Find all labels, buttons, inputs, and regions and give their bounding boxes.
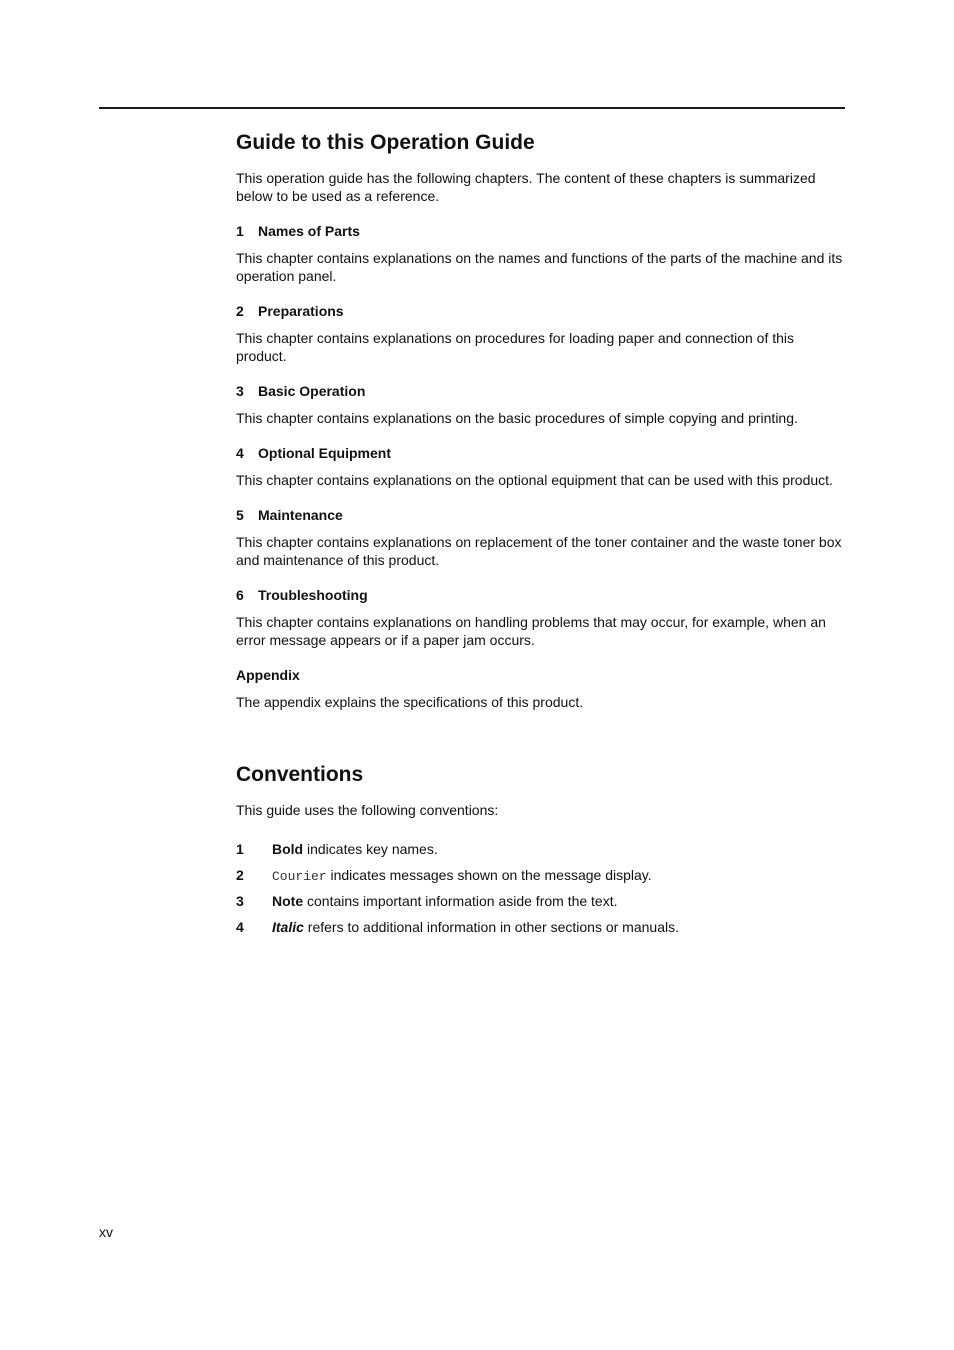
chapter-title: Basic Operation: [258, 383, 366, 399]
convention-number: 4: [236, 919, 244, 935]
chapter-number: 6: [236, 587, 244, 603]
chapter-description: This chapter contains explanations on replacement of the toner container and the waste toner box and maintenance of this product.: [236, 534, 842, 568]
chapter-number: 1: [236, 223, 244, 239]
convention-term: Bold: [272, 841, 304, 857]
guide-intro: This operation guide has the following chapters. The content of these chapters is summarized below to be used as a reference.: [236, 170, 816, 204]
conventions-list: [236, 840, 848, 936]
appendix-description: The appendix explains the specifications of this product.: [236, 694, 584, 710]
chapter-number: 2: [236, 303, 244, 319]
chapter-4: [236, 444, 848, 489]
convention-term: Italic: [272, 919, 304, 935]
chapter-description: This chapter contains explanations on the names and functions of the parts of the machine and its operation panel.: [236, 250, 843, 284]
convention-item-note: [236, 892, 848, 910]
guide-title: Guide to this Operation Guide: [236, 131, 535, 154]
convention-item-italic: [236, 918, 848, 936]
chapter-title: Optional Equipment: [258, 445, 391, 461]
conventions-intro: This guide uses the following conventions:: [236, 802, 499, 818]
chapter-number: 4: [236, 445, 244, 461]
convention-item-bold: [236, 840, 848, 858]
convention-number: 1: [236, 841, 244, 857]
page-number: xv: [99, 1224, 113, 1240]
chapter-description: This chapter contains explanations on the basic procedures of simple copying and printing.: [236, 410, 798, 426]
chapter-number: 3: [236, 383, 244, 399]
convention-item-courier: [236, 866, 848, 884]
chapter-heading: [236, 444, 848, 462]
page-content: [236, 128, 848, 944]
convention-description: indicates key names.: [303, 841, 438, 857]
chapter-description: This chapter contains explanations on the optional equipment that can be used with this product.: [236, 472, 833, 488]
chapter-title: Preparations: [258, 303, 344, 319]
convention-text: [272, 840, 438, 858]
top-rule: [99, 107, 845, 109]
conventions-title: Conventions: [236, 763, 364, 786]
appendix-heading: Appendix: [236, 667, 300, 683]
chapter-title: Names of Parts: [258, 223, 360, 239]
convention-number: 2: [236, 867, 244, 883]
convention-description: indicates messages shown on the message display.: [326, 867, 652, 883]
chapter-5: [236, 506, 848, 569]
chapter-2: [236, 302, 848, 365]
convention-description: contains important information aside from the text.: [303, 893, 618, 909]
chapter-title: Maintenance: [258, 507, 343, 523]
chapter-heading: [236, 302, 848, 320]
chapter-heading: [236, 506, 848, 524]
chapter-heading: [236, 382, 848, 400]
chapter-heading: [236, 586, 848, 604]
chapter-heading: [236, 222, 848, 240]
appendix-section: [236, 666, 848, 711]
convention-term: Courier: [272, 869, 327, 884]
convention-term: Note: [272, 893, 304, 909]
chapter-3: [236, 382, 848, 427]
chapter-number: 5: [236, 507, 244, 523]
convention-description: refers to additional information in other sections or manuals.: [303, 919, 679, 935]
chapter-6: [236, 586, 848, 649]
convention-text: [272, 918, 679, 936]
chapter-description: This chapter contains explanations on procedures for loading paper and connection of this product.: [236, 330, 795, 364]
chapter-1: [236, 222, 848, 285]
chapter-title: Troubleshooting: [258, 587, 368, 603]
convention-number: 3: [236, 893, 244, 909]
convention-text: [272, 866, 652, 884]
chapter-description: This chapter contains explanations on handling problems that may occur, for example, when an error message appears or if a paper jam occurs.: [236, 614, 826, 648]
convention-text: [272, 892, 618, 910]
